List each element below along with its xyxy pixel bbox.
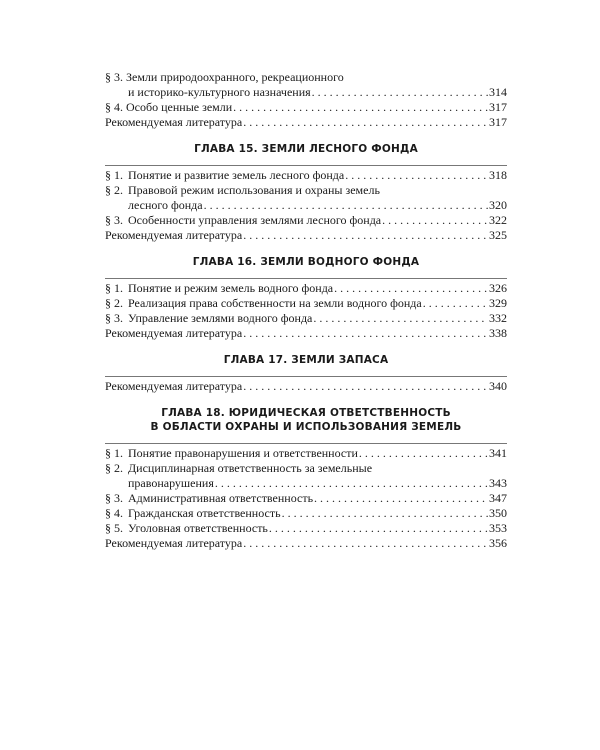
page-number: 350 xyxy=(489,506,507,520)
toc-entry-line xyxy=(105,168,507,183)
toc-entry xyxy=(105,168,507,183)
page-number: 329 xyxy=(489,296,507,310)
toc-entry-text: Правовой режим использования и охраны земель xyxy=(128,183,380,197)
dot-leader xyxy=(215,476,488,491)
toc-entry-text: Административная ответственность xyxy=(128,491,314,505)
dot-leader xyxy=(243,115,488,130)
toc-entry-line xyxy=(105,491,507,506)
dot-leader xyxy=(269,521,488,536)
section-number: § 1. xyxy=(105,446,123,460)
chapter-entries xyxy=(105,443,507,551)
dot-leader xyxy=(359,446,488,461)
toc-entry-line xyxy=(105,213,507,228)
section-number: § 3. xyxy=(105,213,123,227)
page-number: 318 xyxy=(489,168,507,182)
chapter-section xyxy=(105,406,507,551)
dot-leader xyxy=(282,506,488,521)
toc-entry xyxy=(105,100,507,115)
page-number: 325 xyxy=(489,228,507,242)
toc-entry-line xyxy=(105,100,507,115)
toc-entry-line xyxy=(105,536,507,551)
dot-leader xyxy=(345,168,488,183)
toc-entry xyxy=(105,491,507,506)
chapter-section xyxy=(105,255,507,341)
chapter-entries xyxy=(105,278,507,341)
toc-entry-line xyxy=(105,521,507,536)
toc-entry-text: Гражданская ответственность xyxy=(128,506,281,520)
toc-entry-text: Понятие правонарушения и ответственности xyxy=(128,446,358,460)
dot-leader xyxy=(243,536,488,551)
toc-entry xyxy=(105,326,507,341)
toc-entry xyxy=(105,115,507,130)
section-number: § 1. xyxy=(105,168,123,182)
toc-entry-text: Дисциплинарная ответственность за земельные xyxy=(128,461,373,475)
section-number: § 3. xyxy=(105,311,123,325)
page-number: 317 xyxy=(489,115,507,129)
toc-entry xyxy=(105,521,507,536)
page-number: 326 xyxy=(489,281,507,295)
toc-entry-line xyxy=(105,506,507,521)
toc-entry-line xyxy=(105,183,507,198)
toc-entry xyxy=(105,536,507,551)
toc-entry-line xyxy=(105,281,507,296)
page-number: 341 xyxy=(489,446,507,460)
chapter-entries xyxy=(105,376,507,394)
section-number: § 4. xyxy=(105,506,123,520)
toc-entry xyxy=(105,213,507,228)
page-number: 317 xyxy=(489,100,507,114)
toc-entry-line xyxy=(105,311,507,326)
chapter-title: ГЛАВА 18. ЮРИДИЧЕСКАЯ ОТВЕТСТВЕННОСТЬ В ОБЛАСТИ ОХРАНЫ И ИСПОЛЬЗОВАНИЯ ЗЕМЕЛЬ xyxy=(150,407,462,433)
toc-entry-text: Реализация права собственности на земли водного фонда xyxy=(128,296,422,310)
chapter-entries xyxy=(105,68,507,130)
section-number: § 2. xyxy=(105,296,123,310)
toc-entry-text: лесного фонда xyxy=(128,198,203,212)
toc-entry-line xyxy=(105,70,507,85)
toc-entry-text: Рекомендуемая литература xyxy=(105,536,243,550)
section-number: § 2. xyxy=(105,461,123,475)
toc-entry-line xyxy=(105,461,507,476)
chapter-section xyxy=(105,68,507,130)
dot-leader xyxy=(423,296,488,311)
toc-entry-line xyxy=(105,379,507,394)
toc-entry xyxy=(105,228,507,243)
toc-entry-line xyxy=(105,476,507,491)
toc-entry xyxy=(105,296,507,311)
page-number: 356 xyxy=(489,536,507,550)
section-number: § 3. xyxy=(105,491,123,505)
dot-leader xyxy=(243,379,488,394)
toc-entry xyxy=(105,461,507,491)
toc-entry xyxy=(105,446,507,461)
toc-entry-text: правонарушения xyxy=(128,476,214,490)
toc-entry-text: Рекомендуемая литература xyxy=(105,379,243,393)
toc-entry-line xyxy=(105,85,507,100)
chapter-title: ГЛАВА 16. ЗЕМЛИ ВОДНОГО ФОНДА xyxy=(192,256,420,268)
toc-entry-text: Управление землями водного фонда xyxy=(128,311,313,325)
page-number: 322 xyxy=(489,213,507,227)
section-number: § 5. xyxy=(105,521,123,535)
toc-entry-text: Понятие и развитие земель лесного фонда xyxy=(128,168,345,182)
dot-leader xyxy=(334,281,488,296)
toc-entry xyxy=(105,183,507,213)
toc-entry xyxy=(105,311,507,326)
toc-entry-line xyxy=(105,198,507,213)
page-number: 338 xyxy=(489,326,507,340)
dot-leader xyxy=(312,85,488,100)
page-number: 343 xyxy=(489,476,507,490)
dot-leader xyxy=(313,311,488,326)
chapter-entries xyxy=(105,165,507,243)
toc-entry xyxy=(105,281,507,296)
page-number: 353 xyxy=(489,521,507,535)
toc-entry-text: и историко-культурного назначения xyxy=(128,85,311,99)
dot-leader xyxy=(243,326,488,341)
toc-entry-text: Особенности управления землями лесного фонда xyxy=(128,213,382,227)
toc-entry-text: § 4. Особо ценные земли xyxy=(105,100,233,114)
dot-leader xyxy=(314,491,488,506)
dot-leader xyxy=(233,100,488,115)
toc-entry-text: Рекомендуемая литература xyxy=(105,115,243,129)
toc-entry-line xyxy=(105,296,507,311)
toc-entry xyxy=(105,506,507,521)
page-number: 332 xyxy=(489,311,507,325)
toc-entry-line xyxy=(105,326,507,341)
chapter-title: ГЛАВА 15. ЗЕМЛИ ЛЕСНОГО ФОНДА xyxy=(194,143,418,155)
toc-entry-line xyxy=(105,228,507,243)
toc-entry-line xyxy=(105,115,507,130)
toc-entry-text: Уголовная ответственность xyxy=(128,521,268,535)
section-number: § 2. xyxy=(105,183,123,197)
page-number: 347 xyxy=(489,491,507,505)
toc-entry xyxy=(105,379,507,394)
dot-leader xyxy=(243,228,488,243)
toc-entry xyxy=(105,70,507,100)
table-of-contents xyxy=(105,68,507,563)
section-number: § 1. xyxy=(105,281,123,295)
toc-entry-text: Понятие и режим земель водного фонда xyxy=(128,281,334,295)
toc-entry-text: § 3. Земли природоохранного, рекреационного xyxy=(105,70,344,84)
toc-entry-text: Рекомендуемая литература xyxy=(105,228,243,242)
chapter-title: ГЛАВА 17. ЗЕМЛИ ЗАПАСА xyxy=(223,354,389,366)
toc-entry-line xyxy=(105,446,507,461)
toc-entry-text: Рекомендуемая литература xyxy=(105,326,243,340)
chapter-section xyxy=(105,353,507,394)
page-number: 314 xyxy=(489,85,507,99)
page-number: 340 xyxy=(489,379,507,393)
page-number: 320 xyxy=(489,198,507,212)
dot-leader xyxy=(382,213,488,228)
dot-leader xyxy=(204,198,488,213)
chapter-section xyxy=(105,142,507,243)
